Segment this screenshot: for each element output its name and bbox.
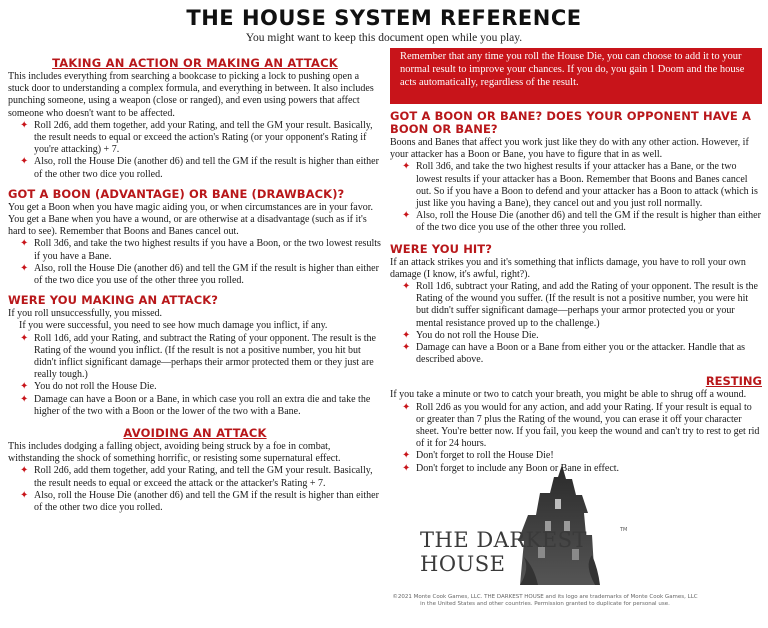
section-were-you-hit — [390, 243, 762, 367]
section-line: If you roll unsuccessfully, you missed. — [8, 308, 163, 320]
list-item: ✦ Roll 2d6, add them together, add your Rating, and tell the GM your result. Basically, the result needs to equal or exceed the action's Rating (or your opponent's Rating if you're attacking) + 7. — [20, 119, 373, 156]
bullet-star-icon: ✦ — [20, 393, 29, 405]
bullet-star-icon: ✦ — [20, 156, 29, 168]
list-item: ✦ You do not roll the House Die. — [20, 381, 157, 393]
left-column — [8, 56, 382, 522]
darkest-house-logo — [420, 465, 650, 590]
bullet-list — [402, 161, 762, 234]
bullet-list — [20, 120, 382, 181]
section-avoiding-attack — [8, 426, 382, 514]
copyright-notice: ©2021 Monte Cook Games, LLC. THE DARKEST HOUSE and its logo are trademarks of Monte Cook Games, LLC in the United States and other countries. Permission granted to duplicate for personal use. — [392, 594, 698, 607]
list-item: ✦ Roll 3d6, and take the two highest results if you have a Boon, or the two lowest results if you have a Bane. — [20, 238, 381, 262]
section-making-attack — [8, 294, 382, 418]
section-boon-bane — [8, 188, 382, 287]
bullet-star-icon: ✦ — [20, 119, 29, 131]
house-die-callout: Remember that any time you roll the House Die, you can choose to add it to your normal result to improve your chances. If you do, you gain 1 Doom and the house acts automatically, regardless of the result. — [390, 48, 762, 104]
list-item: ✦ Damage can have a Boon or a Bane from either you or the attacker. Handle that as described above. — [402, 342, 746, 366]
list-item: ✦ Also, roll the House Die (another d6) and tell the GM if the result is higher than either of the other two dice you rolled. — [20, 489, 379, 514]
bullet-star-icon: ✦ — [20, 465, 29, 477]
bullet-star-icon: ✦ — [20, 262, 29, 274]
bullet-star-icon: ✦ — [20, 381, 29, 393]
bullet-star-icon: ✦ — [402, 450, 411, 462]
bullet-star-icon: ✦ — [402, 210, 411, 222]
bullet-star-icon: ✦ — [20, 238, 29, 250]
page-title: THE HOUSE SYSTEM REFERENCE — [186, 6, 582, 30]
logo-wordmark: THE DARKEST HOUSE — [420, 528, 588, 576]
section-intro: This includes dodging a falling object, avoiding being struck by a foe in combat, withstanding the shock of something horrific, or resisting some supernatural effect. — [8, 441, 341, 465]
section-resting — [390, 374, 762, 474]
bullet-list — [402, 281, 762, 366]
bullet-star-icon: ✦ — [402, 342, 411, 354]
section-heading: TAKING AN ACTION OR MAKING AN ATTACK — [52, 56, 338, 70]
bullet-star-icon: ✦ — [20, 332, 29, 344]
section-heading: GOT A BOON OR BANE? DOES YOUR OPPONENT HAVE A BOON OR BANE? — [390, 109, 751, 136]
list-item: ✦ Also, roll the House Die (another d6) and tell the GM if the result is higher than either of the two dice you use of the other three you rolled. — [20, 262, 379, 287]
list-item: ✦ Also, roll the House Die (another d6) and tell the GM if the result is higher than either of the two dice you use of the other three you rolled. — [402, 210, 761, 234]
section-intro: You get a Boon when you have magic aiding you, or when circumstances are in your favor. You get a Bane when you have a wound, or are otherwise at a disadvantage (such as if it's hard to see). Remember that Boons and Banes cancel out. — [8, 201, 374, 238]
list-item: ✦ Don't forget to include any Boon or Bane in effect. — [402, 462, 620, 474]
bullet-list — [20, 333, 382, 418]
section-taking-action — [8, 56, 382, 181]
section-intro: If you take a minute or two to catch your breath, you might be able to shrug off a wound. — [390, 389, 747, 401]
bullet-list — [402, 402, 762, 475]
page-subtitle: You might want to keep this document open while you play. — [245, 32, 523, 44]
bullet-star-icon: ✦ — [402, 329, 411, 341]
section-heading: AVOIDING AN ATTACK — [123, 426, 267, 441]
bullet-star-icon: ✦ — [402, 161, 411, 173]
list-item: ✦ Roll 2d6, add them together, add your Rating, and tell the GM your result. Basically, the result needs to equal or exceed the attack or the attacker's Rating + 7. — [20, 465, 373, 489]
list-item: ✦ Roll 1d6, subtract your Rating, and add the Rating of your opponent. The result is the Rating of the wound you suffer. (If the result is not a positive number, you were hit but didn't suffer significant damage—perhaps your armor protected you or your mental resistance proved up to the challenge.) — [402, 281, 758, 329]
list-item: ✦ Also, roll the House Die (another d6) and tell the GM if the result is higher than either of the other two dice you rolled. — [20, 156, 379, 180]
trademark-mark: TM — [620, 527, 628, 533]
list-item: ✦ You do not roll the House Die. — [402, 329, 539, 341]
section-heading: WERE YOU MAKING AN ATTACK? — [8, 293, 219, 308]
section-heading: GOT A BOON (ADVANTAGE) OR BANE (DRAWBACK)? — [8, 186, 345, 201]
section-heading: RESTING — [705, 374, 762, 389]
section-opponent-boon-bane — [390, 110, 762, 235]
right-column — [390, 48, 762, 483]
section-intro: Boons and Banes that affect you work just like they do with any other action. However, if your attacker has a Boon or Bane, you have to figure that in as well. — [390, 137, 749, 161]
list-item: ✦ Roll 3d6, and take the two highest results if your attacker has a Bane, or the two lowest results if your attacker has a Boon. Remember that Boons and Banes cancel out. So if you have a Boon to defend and your attacker has a Boon to attack (which is just like you having a Bane), they cancel out and you just roll normally. — [402, 161, 758, 210]
list-item: ✦ Roll 1d6, add your Rating, and subtract the Rating of your opponent. The result is the Rating of the wound you inflict. (If the result is not a positive number, you hit but didn't inflict significant damage—perhaps their armor protected them or they just are really tough.) — [20, 332, 376, 381]
list-item: ✦ Don't forget to roll the House Die! — [402, 450, 554, 462]
section-line: If you were successful, you need to see how much damage you inflict, if any. — [19, 320, 328, 332]
section-intro: This includes everything from searching a bookcase to picking a lock to pushing open a stuck door to understanding a complex formula, and everything in between. It also includes punching someone, using a weapon (close or ranged), and even using powers that affect someone who doesn't want to be affected. — [8, 71, 374, 119]
bullet-list — [20, 465, 382, 514]
bullet-star-icon: ✦ — [20, 489, 29, 501]
bullet-star-icon: ✦ — [402, 462, 411, 474]
bullet-list — [20, 238, 382, 287]
bullet-star-icon: ✦ — [402, 281, 411, 293]
section-heading: WERE YOU HIT? — [390, 241, 493, 256]
list-item: ✦ Roll 2d6 as you would for any action, and add your Rating. If your result is equal to or greater than 7 plus the Rating of the wound, you can erase it off your character sheet. You're better now. If you fail, you keep the wound and can't try to rest to get rid of it for 24 hours. — [402, 401, 760, 450]
bullet-star-icon: ✦ — [402, 401, 411, 413]
section-intro: If an attack strikes you and it's something that inflicts damage, you have to roll your own damage (I know, it's awful, right?). — [390, 256, 746, 280]
list-item: ✦ Damage can have a Boon or a Bane, in which case you roll an extra die and take the higher of the two with a Boon or the lower of the two with a Bane. — [20, 393, 371, 417]
